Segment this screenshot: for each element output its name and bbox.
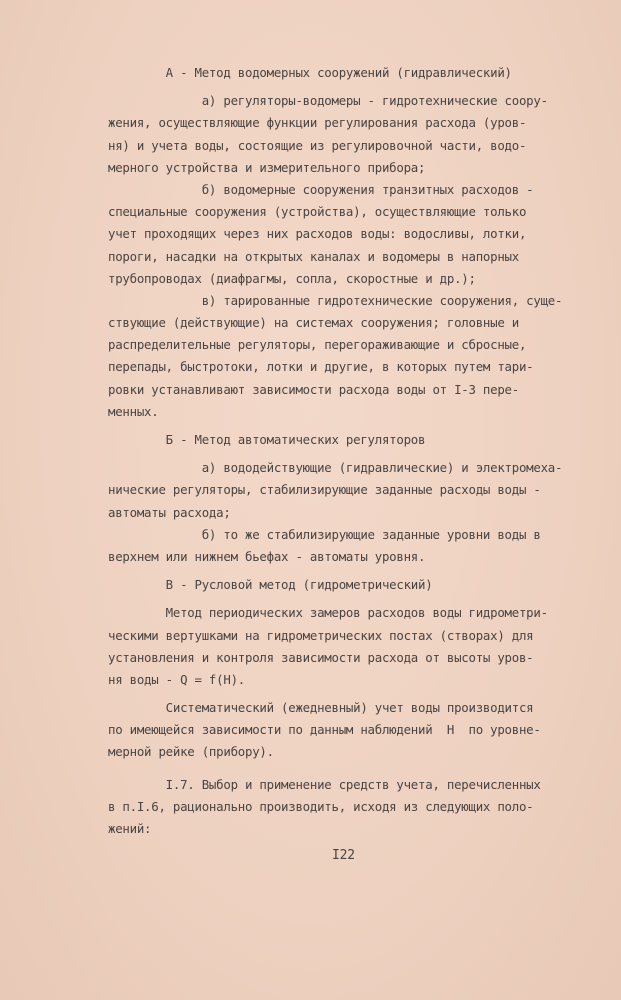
text-line: а) вододействующие (гидравлические) и электромеха-	[108, 460, 563, 476]
text-line: а) регуляторы-водомеры - гидротехнические соору-	[108, 93, 548, 109]
text-line: трубопроводах (диафрагмы, сопла, скоростные и др.);	[108, 270, 476, 286]
text-line: верхнем или нижнем бьефах - автоматы уровня.	[108, 548, 426, 564]
text-line: автоматы расхода;	[108, 504, 231, 520]
text-line: Метод периодических замеров расходов воды гидрометри-	[108, 605, 548, 621]
text-line: в п.I.6, рационально производить, исходя из следующих поло-	[108, 798, 534, 814]
text-line: нические регуляторы, стабилизирующие заданные расходы воды -	[108, 482, 541, 498]
text-line: I.7. Выбор и применение средств учета, перечисленных	[108, 776, 541, 792]
text-line: мерного устройства и измерительного прибора;	[108, 159, 426, 175]
text-line: Б - Метод автоматических регуляторов	[108, 432, 426, 447]
text-line: б) то же стабилизирующие заданные уровни воды в	[108, 526, 541, 542]
text-line: в) тарированные гидротехнические сооружения, суще-	[108, 292, 563, 308]
text-line: установления и контроля зависимости расхода от высоты уров-	[108, 649, 534, 665]
text-line: А - Метод водомерных сооружений (гидравлический)	[108, 65, 512, 80]
text-line: пороги, насадки на открытых каналах и водомеры в напорных	[108, 248, 519, 264]
text-line: ровки устанавливают зависимости расхода воды от I-3 пере-	[108, 381, 519, 397]
text-line: менных.	[108, 403, 159, 419]
text-line: перепады, быстротоки, лотки и другие, в которых путем тари-	[108, 359, 534, 375]
text-line: б) водомерные сооружения транзитных расходов -	[108, 181, 534, 197]
text-line: мерной рейке (прибору).	[108, 744, 274, 760]
body-text	[108, 62, 600, 840]
text-line: по имеющейся зависимости по данным наблюдений H по уровне-	[108, 722, 541, 738]
text-line: учет проходящих через них расходов воды: водосливы, лотки,	[108, 226, 527, 242]
text-line: жения, осуществляющие функции регулирования расхода (уров-	[108, 115, 527, 131]
page-number: I22	[332, 848, 355, 863]
text-line: распределительные регуляторы, перегораживающие и сбросные,	[108, 337, 527, 353]
text-line: ня воды - Q = f(H).	[108, 671, 245, 687]
text-line: ческими вертушками на гидрометрических постах (створах) для	[108, 627, 534, 643]
text-line: ня) и учета воды, состоящие из регулировочной части, водо-	[108, 137, 527, 153]
text-line: В - Русловой метод (гидрометрический)	[108, 577, 433, 593]
text-line: ствующие (действующие) на системах сооружения; головные и	[108, 315, 519, 331]
text-line: специальные сооружения (устройства), осуществляющие только	[108, 204, 527, 220]
text-line: жений:	[108, 821, 152, 836]
text-line: Систематический (ежедневный) учет воды производится	[108, 700, 534, 716]
